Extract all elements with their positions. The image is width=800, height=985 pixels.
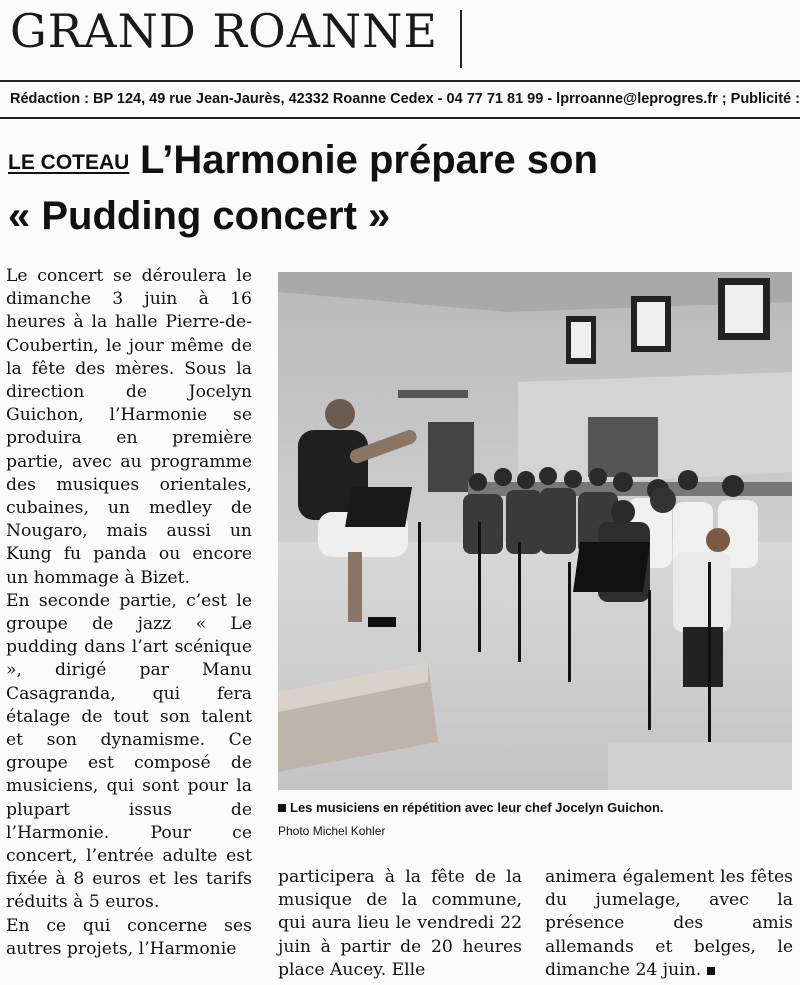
masthead-divider [460, 10, 462, 68]
paragraph-2: En seconde partie, c’est le groupe de jazz « Le pudding dans l’art scénique », dirigé par Manu Casagranda, qui fera étalage de tout son talent et son dynamisme. Ce groupe est composé de musiciens, qui sont pour la plupart issus de l’Harmonie. Pour ce concert, l’entrée adulte est fixée à 8 euros et les tarifs réduits à 5 euros. [6, 590, 252, 913]
photo-caption-text: Les musiciens en répétition avec leur chef Jocelyn Guichon. [290, 800, 664, 815]
article-column-2 [278, 866, 522, 982]
caption-bullet-icon [278, 804, 286, 812]
redaction-contact-line: Rédaction : BP 124, 49 rue Jean-Jaurès, 42332 Roanne Cedex - 04 77 71 81 99 - lprroanne@leprogres.fr ; Publicité : [10, 91, 800, 107]
rehearsal-photo [278, 272, 792, 790]
newspaper-section-title: GRAND ROANNE [10, 4, 438, 58]
photo-credit: Photo Michel Kohler [278, 824, 386, 838]
headline-line-2: « Pudding concert » [8, 194, 391, 238]
top-rule [0, 80, 800, 82]
end-of-article-icon [707, 967, 715, 975]
article-kicker: LE COTEAU [8, 151, 130, 174]
article-column-3 [545, 866, 793, 982]
paragraph-continuation-col3: animera également les fêtes du jumelage, avec la présence des amis allemands et belges, le dimanche 24 juin. [545, 867, 793, 980]
paragraph-3: En ce qui concerne ses autres projets, l’Harmonie [6, 915, 252, 959]
paragraph-1: Le concert se déroulera le dimanche 3 juin à 16 heures à la halle Pierre-de-Coubertin, le jour même de la fête des mères. Sous la direction de Jocelyn Guichon, l’Harmonie se produira en première partie, avec au programme des musiques orientales, cubaines, un medley de Nougaro, mais aussi un Kung fu panda ou encore un hommage à Bizet. [6, 266, 252, 588]
rehearsal-photo-illustration [278, 272, 792, 790]
headline-line-1: L’Harmonie prépare son [140, 138, 598, 182]
photo-caption [278, 800, 664, 815]
article-column-1 [6, 265, 252, 961]
redaction-rule [0, 117, 800, 119]
paragraph-continuation-col2: participera à la fête de la musique de la commune, qui aura lieu le vendredi 22 juin à partir de 20 heures place Aucey. Elle [278, 867, 522, 980]
